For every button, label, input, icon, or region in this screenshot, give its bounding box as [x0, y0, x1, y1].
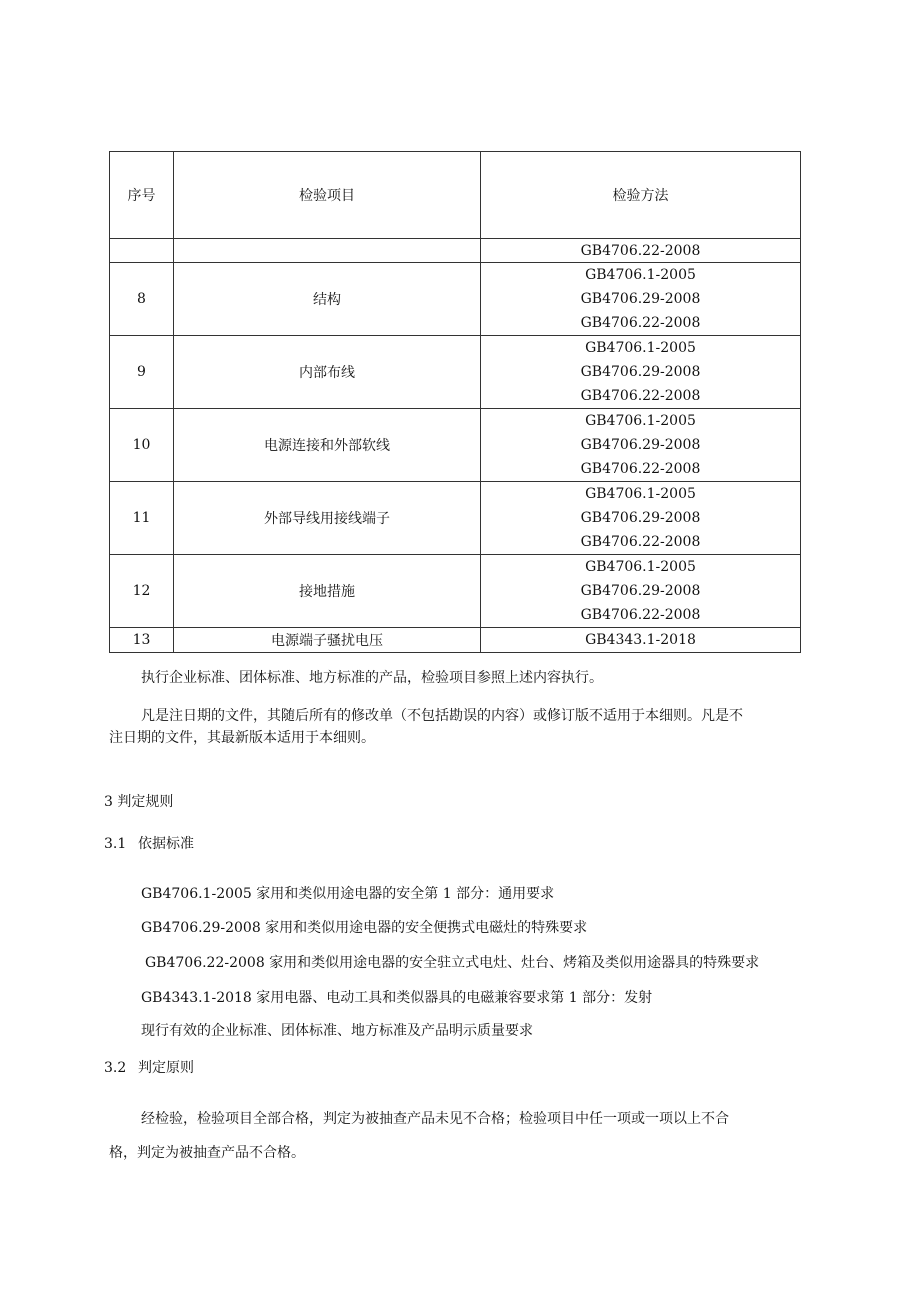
- method-standard: GB4706.22-2008: [580, 315, 701, 331]
- judgment-principle-line1: 经检验，检验项目全部合格，判定为被抽查产品未见不合格；检验项目中任一项或一项以上不合: [141, 1111, 729, 1127]
- section-3-1-number: 3.1: [104, 836, 127, 852]
- note-dated-references-line1: 凡是注日期的文件，其随后所有的修改单（不包括勘误的内容）或修订版不适用于本细则。凡是不: [141, 708, 743, 724]
- method-standard: GB4706.29-2008: [580, 291, 701, 307]
- section-3-title: 3 判定规则: [104, 794, 174, 810]
- method-standard: GB4706.29-2008: [580, 437, 701, 453]
- note-dated-references-line2: 注日期的文件，其最新版本适用于本细则。: [109, 730, 375, 746]
- cell-method: GB4343.1-2018: [481, 628, 801, 653]
- cell-no: 11: [110, 482, 174, 555]
- standard-item: GB4706.1-2005 家用和类似用途电器的安全第 1 部分：通用要求: [141, 886, 555, 902]
- cell-no: [110, 239, 174, 263]
- method-standard: GB4706.29-2008: [580, 364, 701, 380]
- header-no: 序号: [110, 152, 174, 239]
- cell-methods: [481, 555, 801, 628]
- header-item: 检验项目: [174, 152, 481, 239]
- cell-no: 12: [110, 555, 174, 628]
- table-header-row: [110, 152, 801, 239]
- judgment-principle-line2: 格，判定为被抽查产品不合格。: [109, 1145, 305, 1161]
- method-standard: GB4706.22-2008: [580, 461, 701, 477]
- table-row: [110, 482, 801, 555]
- cell-item: 内部布线: [174, 336, 481, 409]
- method-standard: GB4706.22-2008: [580, 607, 701, 623]
- cell-no: 9: [110, 336, 174, 409]
- method-standard: GB4706.22-2008: [580, 534, 701, 550]
- cell-method: GB4706.22-2008: [481, 239, 801, 263]
- cell-methods: [481, 263, 801, 336]
- cell-methods: [481, 482, 801, 555]
- method-standard: GB4706.22-2008: [580, 388, 701, 404]
- inspection-table: [109, 151, 801, 653]
- section-3-1-title: 依据标准: [138, 836, 194, 852]
- section-3-2-title: 判定原则: [138, 1060, 194, 1076]
- section-3-2-number: 3.2: [104, 1060, 127, 1076]
- cell-item: 电源端子骚扰电压: [174, 628, 481, 653]
- table-row: [110, 555, 801, 628]
- cell-item: 外部导线用接线端子: [174, 482, 481, 555]
- header-method: 检验方法: [481, 152, 801, 239]
- cell-no: 8: [110, 263, 174, 336]
- table-row-continued: [110, 239, 801, 263]
- cell-no: 10: [110, 409, 174, 482]
- table-row: [110, 628, 801, 653]
- cell-item: 接地措施: [174, 555, 481, 628]
- method-standard: GB4706.1-2005: [585, 486, 696, 502]
- method-standard: GB4706.29-2008: [580, 583, 701, 599]
- note-enterprise-standards: 执行企业标准、团体标准、地方标准的产品，检验项目参照上述内容执行。: [141, 670, 603, 686]
- method-standard: GB4706.1-2005: [585, 340, 696, 356]
- standard-item: GB4343.1-2018 家用电器、电动工具和类似器具的电磁兼容要求第 1 部分：发射: [141, 990, 653, 1006]
- cell-item: 电源连接和外部软线: [174, 409, 481, 482]
- table-row: [110, 263, 801, 336]
- standard-item: GB4706.29-2008 家用和类似用途电器的安全便携式电磁灶的特殊要求: [141, 920, 588, 936]
- cell-item: 结构: [174, 263, 481, 336]
- method-standard: GB4706.1-2005: [585, 559, 696, 575]
- standard-item: GB4706.22-2008 家用和类似用途电器的安全驻立式电灶、灶台、烤箱及类似用途器具的特殊要求: [145, 955, 760, 971]
- method-standard: GB4706.29-2008: [580, 510, 701, 526]
- cell-methods: [481, 336, 801, 409]
- method-standard: GB4706.1-2005: [585, 267, 696, 283]
- method-standard: GB4706.1-2005: [585, 413, 696, 429]
- table-row: [110, 336, 801, 409]
- standard-item: 现行有效的企业标准、团体标准、地方标准及产品明示质量要求: [141, 1023, 533, 1039]
- table-row: [110, 409, 801, 482]
- cell-no: 13: [110, 628, 174, 653]
- cell-methods: [481, 409, 801, 482]
- cell-item: [174, 239, 481, 263]
